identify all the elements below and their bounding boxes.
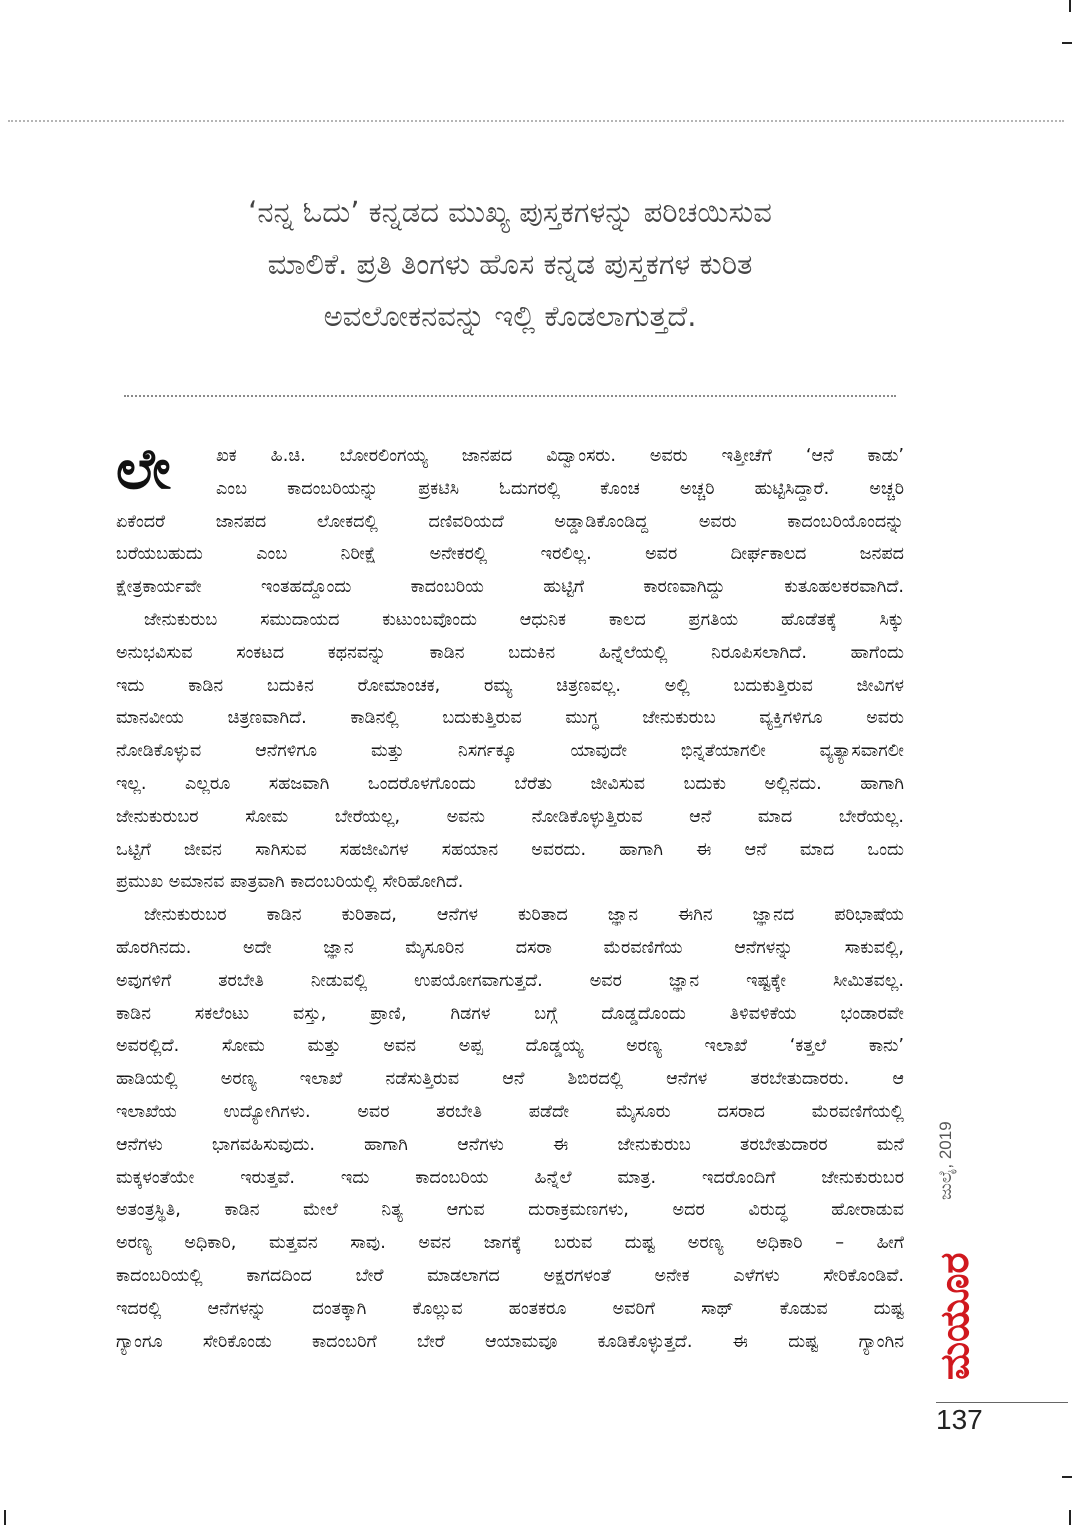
text-line: ಇದರಲ್ಲಿ ಆನೆಗಳನ್ನು ದಂತಕ್ಕಾಗಿ ಕೊಲ್ಲುವ ಹಂತಕರೂ ಅವರಿಗೆ ಸಾಥ್ ಕೊಡುವ ದುಷ್ಟ <box>116 1298 904 1319</box>
article-body <box>116 437 904 1358</box>
text-line: ಇಲ್ಲ. ಎಲ್ಲರೂ ಸಹಜವಾಗಿ ಒಂದರೊಳಗೊಂದು ಬೆರೆತು ಜೀವಿಸುವ ಬದುಕು ಅಲ್ಲಿನದು. ಹಾಗಾಗಿ <box>116 773 904 794</box>
crop-mark <box>1062 42 1072 44</box>
text-line: ಅವುಗಳಿಗೆ ತರಬೇತಿ ನೀಡುವಲ್ಲಿ ಉಪಯೋಗವಾಗುತ್ತದೆ. ಅವರ ಜ್ಞಾನ ಇಷ್ಟಕ್ಕೇ ಸೀಮಿತವಲ್ಲ. <box>116 970 904 991</box>
magazine-logo: ಮಯೂರ <box>932 1252 978 1380</box>
text-line: ಇದು ಕಾಡಿನ ಬದುಕಿನ ರೋಮಾಂಚಕ, ರಮ್ಯ ಚಿತ್ರಣವಲ್ಲ. ಅಲ್ಲಿ ಬದುಕುತ್ತಿರುವ ಜೀವಿಗಳ <box>116 675 904 696</box>
series-intro <box>140 186 880 342</box>
text-line: ಮಕ್ಕಳಂತೆಯೇ ಇರುತ್ತವೆ. ಇದು ಕಾದಂಬರಿಯ ಹಿನ್ನೆಲೆ ಮಾತ್ರ. ಇದರೊಂದಿಗೆ ಜೇನುಕುರುಬರ <box>116 1167 904 1188</box>
drop-cap: ಲೇ <box>116 437 171 502</box>
text-line: ಎಂಬ ಕಾದಂಬರಿಯನ್ನು ಪ್ರಕಟಿಸಿ ಓದುಗರಲ್ಲಿ ಕೊಂಚ ಅಚ್ಚರಿ ಹುಟ್ಟಿಸಿದ್ದಾರೆ. ಅಚ್ಚರಿ <box>216 478 904 499</box>
text-line: ಹಾಡಿಯಲ್ಲಿ ಅರಣ್ಯ ಇಲಾಖೆ ನಡೆಸುತ್ತಿರುವ ಆನೆ ಶಿಬಿರದಲ್ಲಿ ಆನೆಗಳ ತರಬೇತುದಾರರು. ಆ <box>116 1069 904 1090</box>
text-line: ಮಾನವೀಯ ಚಿತ್ರಣವಾಗಿದೆ. ಕಾಡಿನಲ್ಲಿ ಬದುಕುತ್ತಿರುವ ಮುಗ್ಧ ಜೇನುಕುರುಬ ವ್ಯಕ್ತಿಗಳಿಗೂ ಅವರು <box>116 708 904 729</box>
text-line: ನೋಡಿಕೊಳ್ಳುವ ಆನೆಗಳಿಗೂ ಮತ್ತು ನಿಸರ್ಗಕ್ಕೂ ಯಾವುದೇ ಭಿನ್ನತೆಯಾಗಲೀ ವ್ಯತ್ಯಾಸವಾಗಲೀ <box>116 741 904 762</box>
side-margin <box>918 1090 988 1390</box>
intro-line: ಅವಲೋಕನವನ್ನು ಇಲ್ಲಿ ಕೊಡಲಾಗುತ್ತದೆ. <box>323 299 697 333</box>
crop-mark <box>1069 0 1071 12</box>
text-line: ಕಾದಂಬರಿಯಲ್ಲಿ ಕಾಗದದಿಂದ ಬೇರೆ ಮಾಡಲಾಗದ ಅಕ್ಷರಗಳಂತೆ ಅನೇಕ ಎಳೆಗಳು ಸೇರಿಕೊಂಡಿವೆ. <box>116 1265 904 1286</box>
text-line: ಬರೆಯಬಹುದು ಎಂಬ ನಿರೀಕ್ಷೆ ಅನೇಕರಲ್ಲಿ ಇರಲಿಲ್ಲ. ಅವರ ದೀರ್ಘಕಾಲದ ಜನಪದ <box>116 544 904 565</box>
intro-line: ಮಾಲಿಕೆ. ಪ್ರತಿ ತಿಂಗಳು ಹೊಸ ಕನ್ನಡ ಪುಸ್ತಕಗಳ ಕುರಿತ <box>267 247 753 281</box>
text-line: ಪ್ರಮುಖ ಅಮಾನವ ಪಾತ್ರವಾಗಿ ಕಾದಂಬರಿಯಲ್ಲಿ ಸೇರಿಹೋಗಿದೆ. <box>116 872 464 893</box>
text-line: ಜೇನುಕುರುಬರ ಕಾಡಿನ ಕುರಿತಾದ, ಆನೆಗಳ ಕುರಿತಾದ ಜ್ಞಾನ ಈಗಿನ ಜ್ಞಾನದ ಪರಿಭಾಷೆಯ <box>144 905 904 926</box>
text-line: ಕಾಡಿನ ಸಕಲೆಂಟು ವಸ್ತು, ಪ್ರಾಣಿ, ಗಿಡಗಳ ಬಗ್ಗೆ ದೊಡ್ಡದೊಂದು ತಿಳಿವಳಿಕೆಯ ಭಂಡಾರವೇ <box>116 1003 904 1024</box>
crop-mark <box>1062 1476 1072 1478</box>
text-line: ಅನುಭವಿಸುವ ಸಂಕಟದ ಕಥನವನ್ನು ಕಾಡಿನ ಬದುಕಿನ ಹಿನ್ನೆಲೆಯಲ್ಲಿ ನಿರೂಪಿಸಲಾಗಿದೆ. ಹಾಗೆಂದು <box>116 642 904 663</box>
intro-line: ‘ನನ್ನ ಓದು’ ಕನ್ನಡದ ಮುಖ್ಯ ಪುಸ್ತಕಗಳನ್ನು ಪರಿಚಯಿಸುವ <box>248 195 772 229</box>
text-line: ಆನೆಗಳು ಭಾಗವಹಿಸುವುದು. ಹಾಗಾಗಿ ಆನೆಗಳು ಈ ಜೇನುಕುರುಬ ತರಬೇತುದಾರರ ಮನೆ <box>116 1134 904 1155</box>
text-line: ಹೊರಗಿನದು. ಅದೇ ಜ್ಞಾನ ಮೈಸೂರಿನ ದಸರಾ ಮೆರವಣಿಗೆಯ ಆನೆಗಳನ್ನು ಸಾಕುವಲ್ಲಿ, <box>116 937 904 958</box>
issue-date: ಜುಲೈ, 2019 <box>936 1121 955 1200</box>
text-line: ಒಟ್ಟಿಗೆ ಜೀವನ ಸಾಗಿಸುವ ಸಹಜೀವಿಗಳ ಸಹಯಾನ ಅವರದು. ಹಾಗಾಗಿ ಈ ಆನೆ ಮಾದ ಒಂದು <box>116 839 904 860</box>
opening-paragraph <box>116 437 904 506</box>
text-line: ಅರಣ್ಯ ಅಧಿಕಾರಿ, ಮತ್ತವನ ಸಾವು. ಅವನ ಜಾಗಕ್ಕೆ ಬರುವ ದುಷ್ಟ ಅರಣ್ಯ ಅಧಿಕಾರಿ – ಹೀಗೆ <box>116 1233 904 1254</box>
text-line: ಗ್ಯಾಂಗೂ ಸೇರಿಕೊಂಡು ಕಾದಂಬರಿಗೆ ಬೇರೆ ಆಯಾಮವೂ ಕೂಡಿಕೊಳ್ಳುತ್ತದೆ. ಈ ದುಷ್ಟ ಗ್ಯಾಂಗಿನ <box>116 1331 904 1352</box>
text-line: ಕ್ಷೇತ್ರಕಾರ್ಯವೇ ಇಂತಹದ್ದೊಂದು ಕಾದಂಬರಿಯ ಹುಟ್ಟಿಗೆ ಕಾರಣವಾಗಿದ್ದು ಕುತೂಹಲಕರವಾಗಿದೆ. <box>116 577 904 598</box>
page-number: 137 <box>936 1404 983 1435</box>
text-line: ಅವರಲ್ಲಿದೆ. ಸೋಮ ಮತ್ತು ಅವನ ಅಪ್ಪ ದೊಡ್ಡಯ್ಯ ಅರಣ್ಯ ಇಲಾಖೆ ‘ಕತ್ತಲೆ ಕಾನು’ <box>116 1036 904 1057</box>
separator-dotted-rule <box>124 395 896 397</box>
text-line: ಅತಂತ್ರಸ್ಥಿತಿ, ಕಾಡಿನ ಮೇಲೆ ನಿತ್ಯ ಆಗುವ ದುರಾಕ್ರಮಣಗಳು, ಅದರ ವಿರುದ್ಧ ಹೋರಾಡುವ <box>116 1200 904 1221</box>
crop-mark <box>1069 1510 1071 1525</box>
text-line: ಜೇನುಕುರುಬರ ಸೋಮ ಬೇರೆಯಲ್ಲ, ಅವನು ನೋಡಿಕೊಳ್ಳುತ್ತಿರುವ ಆನೆ ಮಾದ ಬೇರೆಯಲ್ಲ. <box>116 806 904 827</box>
page-number-rule <box>936 1402 1068 1403</box>
text-line: ಜೇನುಕುರುಬ ಸಮುದಾಯದ ಕುಟುಂಬವೊಂದು ಆಧುನಿಕ ಕಾಲದ ಪ್ರಗತಿಯ ಹೊಡೆತಕ್ಕೆ ಸಿಕ್ಕು <box>144 609 904 630</box>
text-line: ಇಲಾಖೆಯ ಉದ್ಯೋಗಿಗಳು. ಅವರ ತರಬೇತಿ ಪಡೆದೇ ಮೈಸೂರು ದಸರಾದ ಮೆರವಣಿಗೆಯಲ್ಲಿ <box>116 1101 904 1122</box>
text-line: ಏಕೆಂದರೆ ಜಾನಪದ ಲೋಕದಲ್ಲಿ ದಣಿವರಿಯದೆ ಅಡ್ಡಾಡಿಕೊಂಡಿದ್ದ ಅವರು ಕಾದಂಬರಿಯೊಂದನ್ನು <box>116 511 904 532</box>
text-line: ಖಕ ಹಿ.ಚಿ. ಬೋರಲಿಂಗಯ್ಯ ಜಾನಪದ ವಿದ್ವಾಂಸರು. ಅವರು ಇತ್ತೀಚೆಗೆ ‘ಆನೆ ಕಾಡು’ <box>216 446 904 466</box>
top-dotted-rule <box>8 120 1064 122</box>
crop-mark <box>4 1510 6 1525</box>
